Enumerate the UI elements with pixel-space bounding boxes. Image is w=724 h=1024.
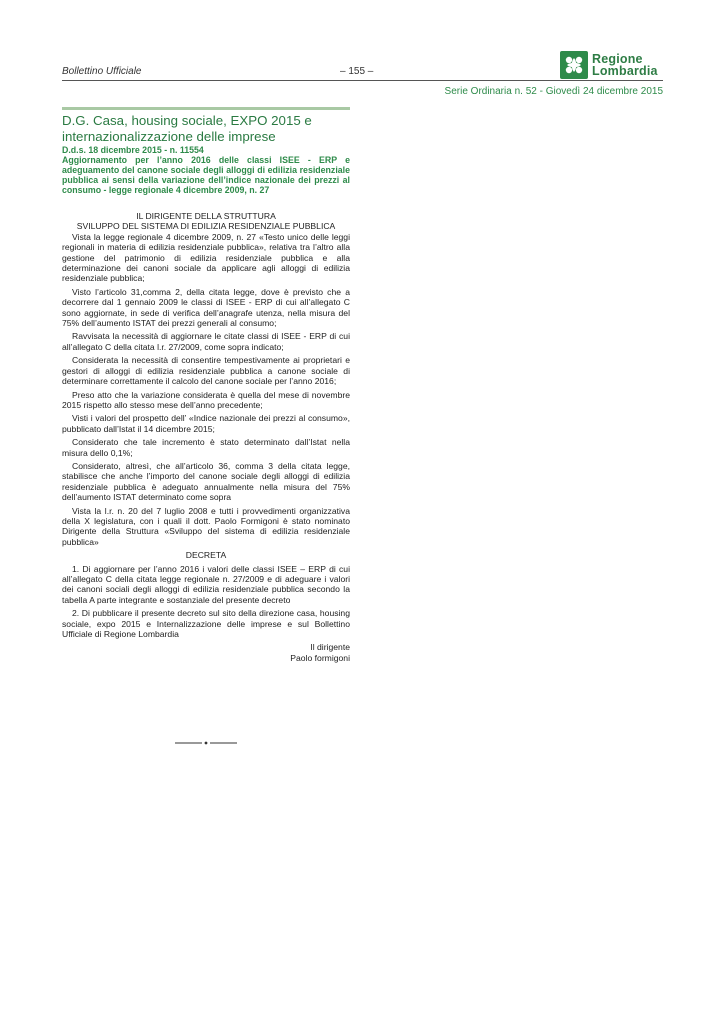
decision-item: 2. Di pubblicare il presente decreto sul sito della direzione casa, housing sociale, expo 2015 e Internalizzazione delle imprese e sul Bollettino Ufficiale di Regione Lombardia [62, 608, 350, 640]
signature-name: Paolo formigoni [290, 652, 350, 663]
section-bar [62, 107, 350, 110]
recital: Vista la l.r. n. 20 del 7 luglio 2008 e tutti i provvedimenti organizzativa della X legislatura, con i quali il dott. Paolo Formigoni è stato nominato Dirigente della Struttura «Sviluppo del sistema di edilizia residenziale pubblica» [62, 505, 350, 547]
recital: Visto l’articolo 31,comma 2, della citata legge, dove è previsto che a decorrere dal 1 gennaio 2009 le classi di ISEE - ERP di cui all’allegato C sono aggiornate, in sede di verifica dell’anagrafe utenza, nella misura del 75% dell’aumento ISTAT dei prezzi generali al consumo; [62, 286, 350, 329]
issuer-heading: IL DIRIGENTE DELLA STRUTTURA [136, 211, 276, 221]
header-divider [62, 80, 663, 81]
recital: Preso atto che la variazione considerata è quella del mese di novembre 2015 rispetto allo stesso mese dell’anno precedente; [62, 389, 350, 410]
issuer-structure: SVILUPPO DEL SISTEMA DI EDILIZIA RESIDENZIALE PUBBLICA [76, 221, 336, 232]
signature-role: Il dirigente [310, 642, 350, 653]
page-number: – 155 – [340, 66, 374, 77]
logo-wordmark [592, 53, 658, 77]
recital: Vista la legge regionale 4 dicembre 2009, n. 27 «Testo unico delle leggi regionali in materia di edilizia residenziale pubblica», relativa tra l’altro alla gestione del patrimonio di edilizia residenziale pubblica e alla determinazione dei canoni sociale da applicare agli alloggi di edilizia residenziale pubblica; [62, 231, 350, 284]
recital: Considerato che tale incremento è stato determinato dall’Istat nella misura dello 0,1%; [62, 437, 350, 458]
logo-line-lombardia: Lombardia [592, 64, 658, 78]
recital: Visti i valori del prospetto dell’ «Indice nazionale dei prezzi al consumo», pubblicato dall’Istat il 14 dicembre 2015; [62, 413, 350, 434]
decision-item: 1. Di aggiornare per l’anno 2016 i valori delle classi ISEE – ERP di cui all’allegato C della citata legge regionale n. 27/2009 e di adeguare i valori dei canoni sociali degli alloggi di edilizia residenziale pubblica secondo la tabella A parte integrante e sostanziale del presente decreto [62, 563, 350, 605]
publication-name: Bollettino Ufficiale [62, 66, 142, 77]
recital: Ravvisata la necessità di aggiornare le citate classi di ISEE - ERP di cui all’allegato C della citata l.r. 27/2009, come sopra indicato; [62, 331, 350, 352]
section-title: D.G. Casa, housing sociale, EXPO 2015 e internazionalizzazione delle imprese [62, 113, 312, 144]
issue-series: Serie Ordinaria n. 52 - Giovedì 24 dicembre 2015 [444, 86, 663, 97]
rosa-camuna-icon [560, 51, 588, 79]
decree-body [62, 211, 350, 663]
decree-subject: Aggiornamento per l’anno 2016 delle classi ISEE - ERP e adeguamento del canone sociale degli alloggi di edilizia residenziale pubblica ai sensi della variazione dell’indice nazionale dei prezzi al consumo - legge regionale 4 dicembre 2009, n. 27 [62, 155, 350, 195]
logo-line-regione: Regione [592, 52, 643, 66]
decree-reference: D.d.s. 18 dicembre 2015 - n. 11554 [62, 145, 204, 155]
recital: Considerato, altresì, che all’articolo 36, comma 3 della citata legge, stabilisce che anche l’importo del canone sociale degli alloggi di edilizia residenziale pubblica è adeguato annualmente nella misura del 75% dell’aumento ISTAT determinato come sopra [62, 460, 350, 503]
decreta-heading: DECRETA [185, 550, 227, 561]
regione-lombardia-logo [560, 50, 658, 80]
recital: Considerata la necessità di consentire tempestivamente ai proprietari e gestori di alloggi di edilizia residenziale pubblica a canone sociale di determinare correttamente il calcolo del canone sociale per l’anno 2016; [62, 355, 350, 387]
end-of-article-divider [175, 740, 237, 746]
